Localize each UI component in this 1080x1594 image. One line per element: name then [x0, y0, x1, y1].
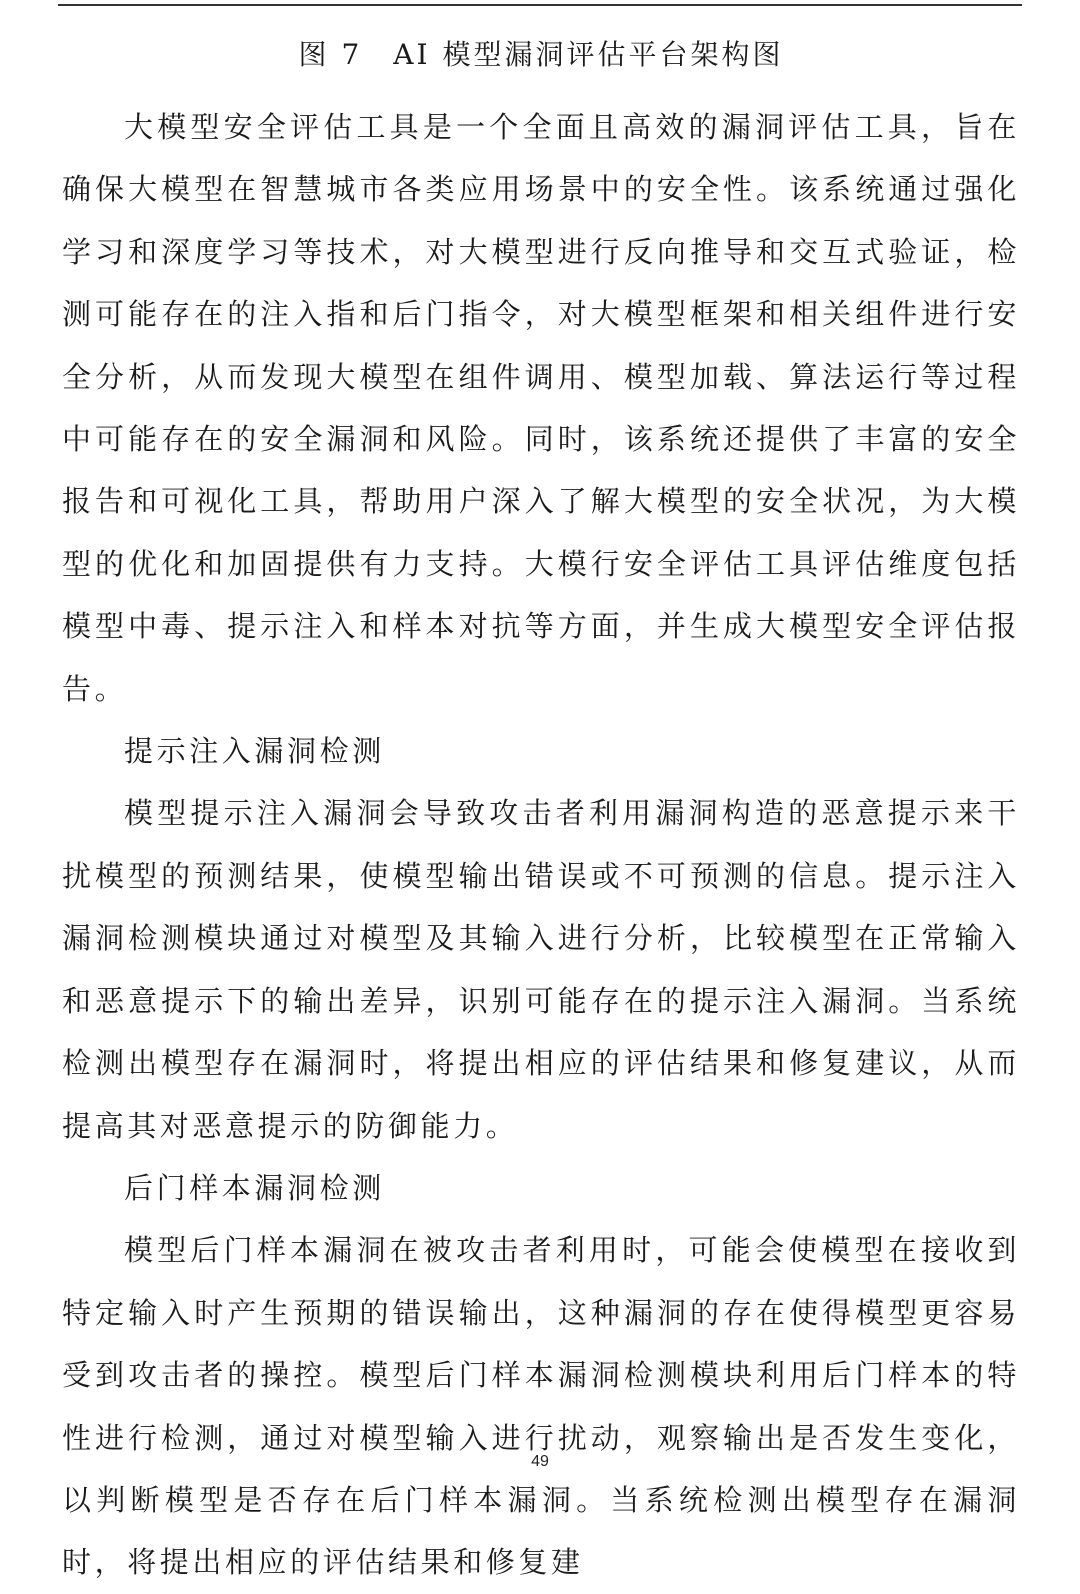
paragraph-backdoor: 模型后门样本漏洞在被攻击者利用时，可能会使模型在接收到特定输入时产生预期的错误输出，这种漏洞的存在使得模型更容易受到攻击者的操控。模型后门样本漏洞检测模块利用后门样本的特性进行检测，通过对模型输入进行扰动，观察输出是否发生变化，以判断模型是否存在后门样本漏洞。当系统检测出模型存在漏洞时，将提出相应的评估结果和修复建: [62, 1233, 1020, 1580]
section-heading-backdoor: 后门样本漏洞检测: [124, 1170, 385, 1205]
paragraph-intro: 大模型安全评估工具是一个全面且高效的漏洞评估工具，旨在确保大模型在智慧城市各类应用场景中的安全性。该系统通过强化学习和深度学习等技术，对大模型进行反向推导和交互式验证，检测可能存在的注入指和后门指令，对大模型框架和相关组件进行安全分析，从而发现大模型在组件调用、模型加载、算法运行等过程中可能存在的安全漏洞和风险。同时，该系统还提供了丰富的安全报告和可视化工具，帮助用户深入了解大模型的安全状况，为大模型的优化和加固提供有力支持。大模行安全评估工具评估维度包括模型中毒、提示注入和样本对抗等方面，并生成大模型安全评估报告。: [62, 110, 1020, 706]
document-page: [62, 36, 1020, 1594]
section-heading-prompt-injection: 提示注入漏洞检测: [124, 734, 385, 769]
figure-caption: 图 7 AI 模型漏洞评估平台架构图: [298, 38, 784, 71]
page-number: 49: [531, 1453, 549, 1470]
header-rule: [58, 4, 1022, 6]
paragraph-prompt-injection: 模型提示注入漏洞会导致攻击者利用漏洞构造的恶意提示来干扰模型的预测结果，使模型输出错误或不可预测的信息。提示注入漏洞检测模块通过对模型及其输入进行分析，比较模型在正常输入和恶意提示下的输出差异，识别可能存在的提示注入漏洞。当系统检测出模型存在漏洞时，将提出相应的评估结果和修复建议，从而提高其对恶意提示的防御能力。: [62, 796, 1020, 1143]
